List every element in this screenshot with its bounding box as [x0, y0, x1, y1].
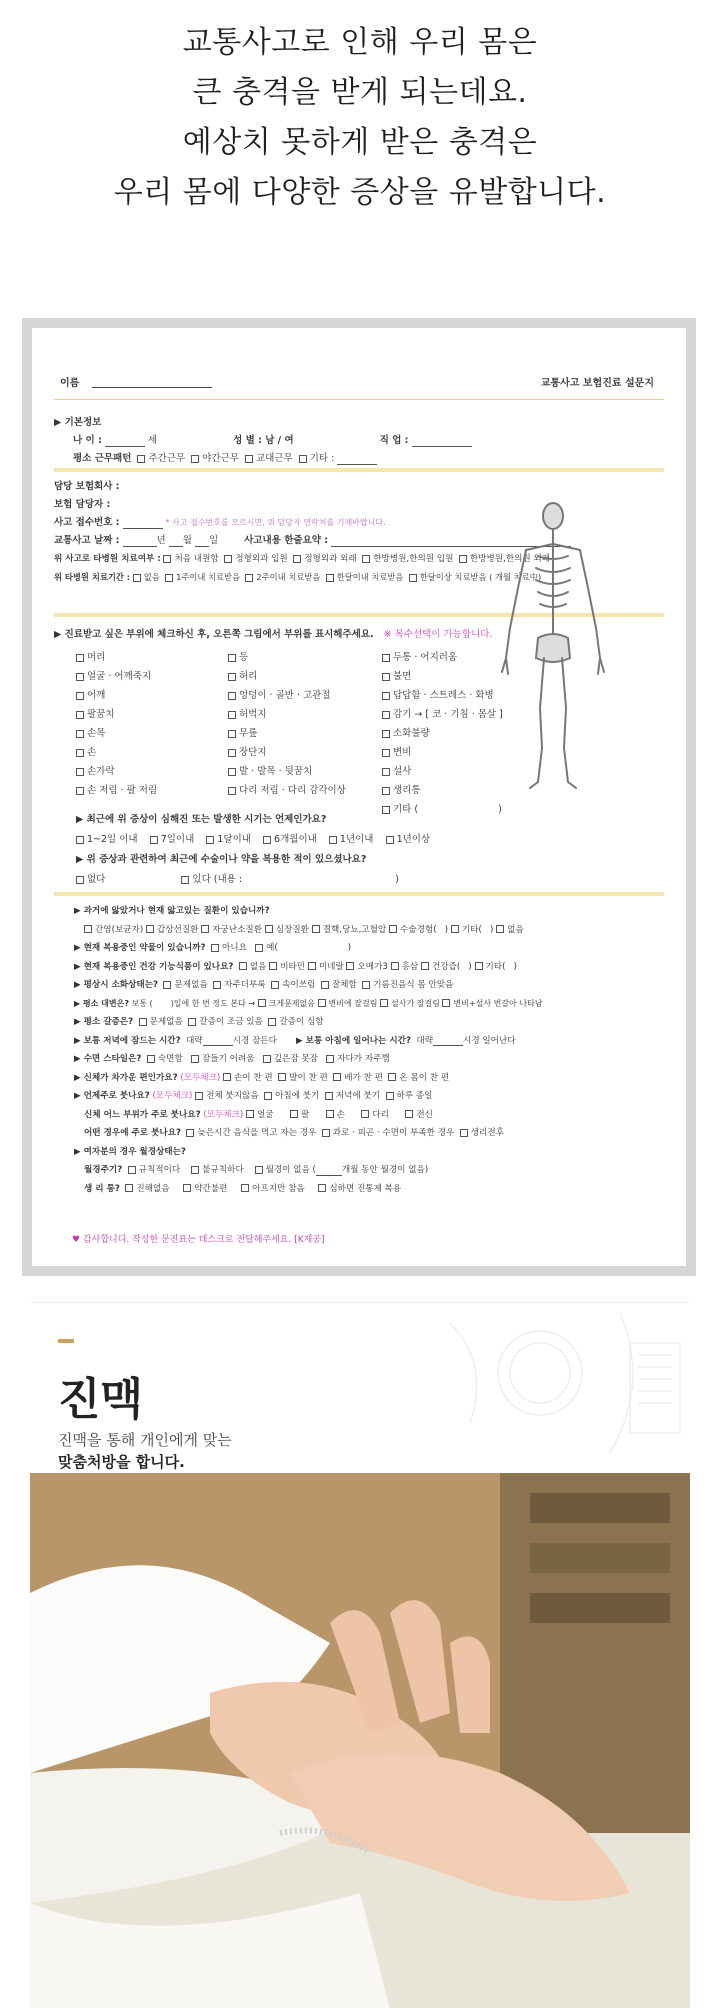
option-label: ) [513, 961, 518, 972]
option-label: 홍삼 [401, 961, 419, 972]
option-label: 온 몸이 찬 편 [399, 1072, 450, 1083]
insurance-company-label: 담당 보험회사 : [54, 481, 120, 492]
option-label: 변비에 잘걸림 [328, 998, 378, 1008]
insurance-manager-label: 보험 담당자 : [54, 499, 111, 510]
checkbox[interactable] [76, 876, 84, 884]
option-label: 1년이내 [339, 834, 374, 845]
option-label: 약간불편 [194, 1183, 228, 1194]
checkbox[interactable] [382, 654, 390, 662]
decorative-pattern [390, 1303, 690, 1473]
checkbox[interactable] [382, 673, 390, 681]
checkbox[interactable] [326, 1055, 334, 1063]
checkbox[interactable] [362, 555, 370, 563]
checkbox[interactable] [382, 730, 390, 738]
date-field [169, 535, 183, 547]
symptom-label: 불면 [393, 671, 412, 682]
body-parts-title: 진료받고 싶은 부위에 체크하신 후, 오른쪽 그림에서 부위를 표시해주세요. [64, 629, 374, 640]
treatment-period-label: 위 타병원 치료기간 : [54, 572, 131, 582]
checkbox[interactable] [290, 1110, 298, 1118]
body-part-label: 얼굴 · 어깨죽지 [87, 671, 152, 682]
date-field [195, 535, 209, 547]
name-label: 이름 [60, 378, 80, 389]
checkbox[interactable] [496, 925, 504, 933]
checkbox[interactable] [84, 925, 92, 933]
option-label: 갈증이 심함 [279, 1017, 324, 1027]
body-part-label: 손가락 [87, 766, 115, 777]
option-label: )일에 한 번 정도 본다 → [170, 998, 256, 1008]
checkbox[interactable] [139, 1018, 147, 1026]
checkbox[interactable] [76, 673, 84, 681]
checkbox[interactable] [312, 925, 320, 933]
body-part-label: 장단지 [239, 747, 267, 758]
option-label: 전체 붓지않음 [206, 1091, 259, 1101]
option-label: 비타민 [280, 961, 306, 972]
option-label: 과로 · 피곤 · 수면이 부족한 경우 [332, 1128, 455, 1138]
checkbox[interactable] [76, 711, 84, 719]
history-section: ▶ 과거에 앓았거나 현재 앓고있는 질환이 있습니까? 간염(보균자) 갑상선질환 자궁난소질환 심장질환 결핵,당뇨,고혈압 수술경험( ) 기타( ) 없음 ▶ 현재 복용중인 약물이 있습니까? 아니요 예( ) ▶ 현재 복용중인 건강 기능식품이 있나요? 없음 비타민 미네랄 오메가3 홍삼 건강즙( ) 기타( ) ▶ 평상시 소화상태는? 문제없음 자주더부룩 속이쓰림 잘체함 기름진음식 몸 안맞음 ▶ 평소 대변은? 보통 ( )일에 한 번 정도 본다 → 크게문제없음 변비에 잘걸림 설사가 잘걸림 변비+설사 번갈아 나타남 ▶ 평소 갈증은? 문제없음 갈증이 조금 있음 갈증이 심함 ▶ 보통 저녁에 잠드는 시간? 대략 시경 잠든다 ▶ 보통 아침에 일어나는 시간? 대략 시경 일어난다 ▶ 수면 스타일은? 숙면함 잠들기 어려움 깊은잠 못잠 자다가 자주깸 ▶ 신체가 차가운 편인가요? (모두체크) 손이 찬 편 발이 찬 편 배가 찬 편 온 몸이 찬 편 ▶ 언제주로 붓나요? (모두체크) 전체 붓지않음 아침에 붓기 저녁에 붓기 하루 종일 신체 어느 부위가 주로 붓나요? (모두체크) 얼굴 팔 손 다리 전신 어떤 경우에 주로 붓나요? 늦은시간 음식을 먹고 자는 경우 과로 · 피곤 · 수면이 부족한 경우 생리전후 ▶ 여자분의 경우 월경상태는? 월경주기? 규칙적이다 불규칙하다 월경이 없음 ( 개월 동안 월경이 없음) 생 리 통? 진해없음 약간불편 아프지만 참음 심하면 진통제 복용 [74, 906, 543, 1194]
option-label: 미네랄 [318, 961, 344, 972]
checkbox[interactable] [255, 944, 263, 952]
option-label: 불규칙하다 [202, 1165, 244, 1175]
symptom-label: 기타 ( [393, 804, 419, 815]
option-label: 심장질환 [275, 924, 309, 935]
symptom-label: 변비 [393, 747, 412, 758]
checkbox[interactable] [228, 787, 236, 795]
section-divider [54, 892, 664, 896]
body-part-label: 등 [239, 652, 249, 663]
symptom-label: 두통 · 어지러움 [393, 652, 458, 663]
symptom-label: 소화불량 [393, 728, 430, 739]
checkbox[interactable] [255, 1166, 263, 1174]
checkbox[interactable] [263, 836, 271, 844]
option-label: 없음 [507, 924, 524, 935]
checkbox[interactable] [322, 1129, 330, 1137]
checkbox[interactable] [181, 876, 189, 884]
option-label: 시경 일어난다 [463, 1035, 516, 1046]
basic-info-section: ▶ 기본정보 나 이 : 세 성 별 : 남 / 여 직 업 : 평소 근무패턴 주간근무 야간근무 교대근무 기타 : [54, 414, 664, 468]
hands-illustration [30, 1473, 690, 2008]
accident-date-label: 교통사고 날짜 : [54, 535, 120, 546]
option-label: 예( [266, 943, 278, 953]
jinmaek-subtitle-1: 진맥을 통해 개인에게 맞는 [58, 1431, 232, 1449]
symptom-label-end: ) [498, 804, 502, 815]
checkbox[interactable] [146, 925, 154, 933]
checkbox[interactable] [228, 768, 236, 776]
history-question: 여자분의 경우 월경상태는? [83, 1146, 186, 1157]
option-label: 심하면 진통제 복용 [329, 1183, 402, 1194]
checkbox[interactable] [228, 711, 236, 719]
option-label: 늦은시간 음식을 먹고 자는 경우 [197, 1128, 317, 1138]
history-question: 과거에 앓았거나 현재 앓고있는 질환이 있습니까? [83, 906, 270, 916]
jinmaek-title: 진맥 [58, 1374, 144, 1425]
checkbox[interactable] [245, 574, 253, 582]
option-label: 없음 [143, 572, 160, 582]
checkbox[interactable] [421, 962, 429, 970]
body-part-label: 발 · 발목 · 뒷꿈치 [239, 766, 313, 777]
checkbox[interactable] [382, 749, 390, 757]
checkbox[interactable] [206, 836, 214, 844]
option-label: 1~2일 이내 [87, 834, 138, 845]
section-divider [54, 468, 664, 472]
option-label: 아프지만 참음 [252, 1183, 305, 1194]
option-label: 규칙적이다 [138, 1165, 181, 1175]
option-label: 6개월이내 [274, 834, 317, 845]
option-label: 깊은잠 못잠 [273, 1054, 318, 1064]
history-question: 언제주로 붓나요? [83, 1091, 150, 1101]
option-label: 하루 종일 [396, 1091, 433, 1101]
history-question: 어떤 경우에 주로 붓나요? [84, 1128, 181, 1138]
checkbox[interactable] [451, 925, 459, 933]
option-label: 크게문제없음 [268, 998, 315, 1008]
history-question: 현재 복용중인 건강 기능식품이 있나요? [83, 961, 234, 972]
option-label: 월경이 없음 ( [265, 1165, 316, 1175]
option-label: 문제없음 [174, 980, 208, 990]
form-lower: ▶ 최근에 위 증상이 심해진 또는 발생한 시기는 언제인가요? 1~2일 이내 7일이내 1달이내 6개월이내 1년이내 1년이상 ▶ 위 증상과 관련하여 최근에 수술이나 약을 복용한 적이 있으셨나요? 없다 있다 (내용 : ) [76, 814, 431, 885]
symptom-label: 생리통 [393, 785, 421, 796]
option-label-end: ) [395, 874, 399, 885]
option-label: 있다 (내용 : [192, 874, 243, 885]
form-footer-note: ♥ 감사합니다. 작성한 문진표는 데스크로 전달해주세요. [K제공] [72, 1235, 325, 1245]
option-label: 1달이내 [217, 834, 251, 845]
checkbox[interactable] [228, 654, 236, 662]
option-label: 손 [336, 1109, 345, 1120]
option-label: 결핵,당뇨,고혈압 [322, 924, 387, 935]
checkbox[interactable] [201, 925, 209, 933]
job-field [412, 435, 472, 447]
checkbox[interactable] [380, 999, 388, 1007]
intro-line: 예상치 못하게 받은 충격은 [182, 125, 538, 160]
option-label: 한달이상 치료받음 ( [419, 572, 493, 582]
body-part-label: 허벅지 [239, 709, 267, 720]
checkbox[interactable] [147, 1055, 155, 1063]
option-label: 수술경험( [400, 924, 437, 935]
basic-info-title: 기본정보 [64, 417, 102, 428]
checkbox[interactable] [329, 836, 337, 844]
option-label: 속이쓰림 [282, 980, 316, 990]
intro-line: 교통사고로 인해 우리 몸은 [182, 25, 538, 60]
option-label: 전신 [416, 1109, 433, 1120]
body-part-label: 손목 [87, 728, 106, 739]
age-field [105, 435, 145, 447]
accident-number-field [123, 517, 163, 529]
checkbox[interactable] [268, 1018, 276, 1026]
age-label: 나 이 : [73, 435, 102, 446]
date-field [123, 535, 157, 547]
checkbox[interactable] [321, 981, 329, 989]
checkbox[interactable] [76, 768, 84, 776]
checkbox[interactable] [293, 555, 301, 563]
jinmaek-section [30, 1302, 690, 2008]
title-accent-bar [58, 1339, 74, 1343]
checkbox[interactable] [224, 555, 232, 563]
option-label: 1주이내 치료받음 [176, 572, 241, 582]
checkbox[interactable] [326, 1110, 334, 1118]
checkbox[interactable] [186, 1129, 194, 1137]
sleep-time-field [203, 1034, 233, 1046]
option-label: 간염(보균자) [95, 924, 144, 935]
checkbox[interactable] [299, 455, 307, 463]
history-question: 현재 복용중인 약물이 있습니까? [83, 943, 206, 953]
option-label: 야간근무 [202, 453, 239, 464]
option-label: 1년이상 [396, 834, 431, 845]
checkbox[interactable] [325, 1092, 333, 1100]
option-label: 저녁에 붓기 [335, 1091, 381, 1101]
history-question: 신체 어느 부위가 주로 붓나요? [84, 1109, 201, 1120]
body-part-label: 팔꿈치 [87, 709, 115, 720]
checkbox[interactable] [361, 1110, 369, 1118]
date-unit: 월 [182, 535, 192, 546]
body-part-label: 어깨 [87, 690, 106, 701]
option-label: 한달이내 치료받음 [336, 572, 404, 582]
checkbox[interactable] [125, 1184, 133, 1192]
intro-text [0, 18, 720, 218]
body-part-label: 머리 [87, 652, 106, 663]
checkbox[interactable] [163, 555, 171, 563]
option-label: ) [444, 924, 449, 935]
accident-number-label: 사고 접수번호 : [54, 517, 120, 528]
checkbox[interactable] [191, 1166, 199, 1174]
option-label: 팔 [300, 1109, 310, 1120]
history-question: 평소 갈증은? [83, 1017, 134, 1027]
checkbox[interactable] [76, 836, 84, 844]
checkbox[interactable] [308, 962, 316, 970]
body-parts-col-2 [228, 648, 398, 800]
checkbox[interactable] [326, 574, 334, 582]
option-label: 얼굴 [256, 1109, 274, 1120]
option-label: 시경 잠든다 [232, 1035, 277, 1046]
body-part-label: 엉덩이 · 골반 · 고관절 [239, 690, 331, 701]
date-unit: 년 [156, 535, 166, 546]
option-label: 잘체함 [331, 980, 357, 990]
checkbox[interactable] [191, 1055, 199, 1063]
checkbox[interactable] [362, 981, 370, 989]
checkbox[interactable] [183, 1184, 191, 1192]
checkbox[interactable] [382, 711, 390, 719]
option-label: 아니요 [221, 943, 247, 953]
prior-treatment-label: 위 사고로 타병원 치료여부 : [54, 554, 161, 564]
body-part-label: 다리 저림 · 다리 감각이상 [239, 785, 346, 796]
option-label: 기타 : [309, 453, 335, 464]
checkbox[interactable] [246, 1110, 254, 1118]
onset-title: 최근에 위 증상이 심해진 또는 발생한 시기는 언제인가요? [86, 814, 327, 825]
checkbox[interactable] [391, 962, 399, 970]
checkbox[interactable] [386, 836, 394, 844]
accident-summary-label: 사고내용 한줄요약 : [244, 535, 329, 546]
option-label: 처음 내원함 [174, 554, 219, 564]
intro-line: 큰 충격을 받게 되는데요. [192, 75, 528, 110]
option-label: 다리 [372, 1109, 389, 1120]
checkbox[interactable] [76, 730, 84, 738]
body-parts-section: ▶ 진료받고 싶은 부위에 체크하신 후, 오른쪽 그림에서 부위를 표시해주세요. ※ 복수선택이 가능합니다. [54, 629, 493, 640]
history-question: 보통 아침에 일어나는 시간? [305, 1035, 411, 1046]
option-label: 오메가3 [357, 961, 388, 972]
checkbox[interactable] [191, 455, 199, 463]
option-label: 배가 찬 편 [344, 1072, 383, 1083]
option-label: 자다가 자주깸 [337, 1054, 390, 1064]
option-label: 한방병원,한의원 입원 [373, 554, 454, 564]
checkbox[interactable] [258, 999, 266, 1007]
checkbox[interactable] [386, 1092, 394, 1100]
option-label: 숙면함 [157, 1054, 183, 1064]
checkbox[interactable] [76, 654, 84, 662]
checkbox[interactable] [213, 981, 221, 989]
checkbox[interactable] [128, 1166, 136, 1174]
checkbox[interactable] [228, 749, 236, 757]
checkbox[interactable] [150, 836, 158, 844]
history-question: 평상시 소화상태는? [83, 980, 158, 990]
option-label: ) [490, 924, 494, 935]
checkbox[interactable] [137, 455, 145, 463]
option-label: 갈증이 조금 있음 [199, 1017, 263, 1027]
option-label: 주간근무 [148, 453, 186, 464]
symptom-label: 설사 [393, 766, 412, 777]
option-label: 설사가 잘걸림 [391, 998, 440, 1008]
jinmaek-subtitle-2: 맞춤처방을 합니다. [58, 1453, 185, 1471]
option-label: 대략 [416, 1035, 434, 1046]
checkbox[interactable] [333, 1073, 341, 1081]
checkbox[interactable] [271, 981, 279, 989]
option-label: 발이 찬 편 [289, 1072, 328, 1083]
option-label: 갑상선질환 [156, 924, 199, 935]
checkbox[interactable] [76, 749, 84, 757]
checkbox[interactable] [318, 1184, 326, 1192]
months-field [316, 1164, 342, 1176]
history-question: 수면 스타일은? [83, 1054, 142, 1064]
body-part-label: 허리 [239, 671, 258, 682]
skeleton-diagram[interactable] [478, 498, 628, 794]
option-label: 손이 찬 편 [234, 1072, 273, 1083]
checkbox[interactable] [228, 673, 236, 681]
multi-check-note: (모두체크) [203, 1109, 244, 1120]
intro-line: 우리 몸에 다양한 증상을 유발합니다. [113, 175, 607, 210]
date-unit: 일 [208, 535, 219, 546]
checkbox[interactable] [264, 1092, 272, 1100]
checkbox[interactable] [239, 962, 247, 970]
option-label: 정형외과 입원 [235, 554, 288, 564]
option-label: 생리전후 [470, 1128, 504, 1138]
checkbox[interactable] [442, 999, 450, 1007]
option-label: 정형외과 외래 [304, 554, 357, 564]
history-question: 평소 대변은? [82, 998, 130, 1008]
form-title: 교통사고 보험진료 설문지 [540, 378, 654, 389]
option-label: 2주이내 치료받음 [256, 572, 321, 582]
checkbox[interactable] [318, 999, 326, 1007]
option-label: 아침에 붓기 [275, 1091, 320, 1101]
history-question: 생 리 통? [84, 1183, 120, 1194]
checkbox[interactable] [389, 925, 397, 933]
checkbox[interactable] [382, 692, 390, 700]
checkbox[interactable] [346, 962, 354, 970]
option-label: 변비+설사 번갈아 나타남 [453, 998, 543, 1008]
checkbox[interactable] [76, 787, 84, 795]
option-label: 기름진음식 몸 안맞음 [373, 980, 454, 990]
option-label: 7일이내 [160, 834, 195, 845]
option-label: 없음 [249, 961, 267, 972]
checkbox[interactable] [223, 1073, 231, 1081]
option-label: 잠들기 어려움 [201, 1054, 255, 1064]
option-label: 건강즙( [431, 961, 461, 972]
checkbox[interactable] [405, 1110, 413, 1118]
option-label: ) [347, 943, 352, 953]
body-part-label: 손 [87, 747, 97, 758]
checkbox[interactable] [382, 787, 390, 795]
history-question: 월경주기? [84, 1165, 123, 1175]
checkbox[interactable] [460, 1129, 468, 1137]
pulse-diagnosis-photo [30, 1473, 690, 2008]
checkbox[interactable] [76, 692, 84, 700]
checkbox[interactable] [263, 1055, 271, 1063]
checkbox[interactable] [241, 1184, 249, 1192]
checkbox[interactable] [269, 962, 277, 970]
symptom-label: 감기 → [ 코 · 기침 · 몸살 ] [393, 709, 503, 720]
name-field-line [92, 387, 212, 388]
checkbox[interactable] [409, 574, 417, 582]
history-question: 보통 저녁에 잠드는 시간? [83, 1035, 181, 1046]
body-part-label: 손 저림 · 팔 저림 [87, 785, 158, 796]
checkbox[interactable] [388, 1073, 396, 1081]
option-label: 기타( [461, 924, 482, 935]
checkbox[interactable] [382, 768, 390, 776]
option-label: 개월 동안 월경이 없음) [341, 1165, 429, 1175]
checkbox[interactable] [228, 692, 236, 700]
option-label: ) [468, 961, 472, 972]
history-question: 신체가 차가운 편인가요? [83, 1072, 178, 1083]
option-label: 진해없음 [136, 1183, 170, 1194]
work-pattern-label: 평소 근무패턴 [73, 453, 132, 464]
age-unit: 세 [147, 435, 158, 446]
multi-select-note: ※ 복수선택이 가능합니다. [383, 629, 493, 640]
checkbox[interactable] [133, 574, 141, 582]
surgery-title: 위 증상과 관련하여 최근에 수술이나 약을 복용한 적이 있으셨나요? [86, 854, 367, 865]
form-header [54, 356, 664, 400]
multi-check-note: (모두체크) [152, 1091, 193, 1101]
option-label: 개월 치료中) [495, 572, 542, 582]
option-label: 없다 [87, 874, 106, 885]
option-label: 교대근무 [255, 453, 293, 464]
body-part-label: 무릎 [239, 728, 258, 739]
checkbox[interactable] [475, 962, 483, 970]
checkbox[interactable] [165, 574, 173, 582]
option-label: 자궁난소질환 [212, 924, 263, 935]
option-label: 문제없음 [149, 1017, 183, 1027]
symptom-label: 답답함 · 스트레스 · 화병 [393, 690, 494, 701]
checkbox[interactable] [265, 925, 273, 933]
option-label: 보통 ( [131, 998, 153, 1008]
work-other-field [337, 453, 377, 465]
multi-check-note: (모두체크) [180, 1072, 221, 1083]
option-label: 한방병원,한의원 외래 [469, 554, 551, 564]
checkbox[interactable] [163, 981, 171, 989]
accident-number-hint: * 사고 접수번호를 모르시면, 위 담당자 연락처를 기재바랍니다. [165, 518, 386, 527]
checkbox[interactable] [211, 944, 219, 952]
checkbox[interactable] [245, 455, 253, 463]
option-label: 기타( [485, 961, 506, 972]
sex-label: 성 별 : 남 / 여 [233, 435, 294, 446]
option-label: 자주더부룩 [224, 980, 266, 990]
checkbox[interactable] [195, 1092, 203, 1100]
checkbox[interactable] [278, 1073, 286, 1081]
wake-time-field [433, 1034, 463, 1046]
checkbox[interactable] [188, 1018, 196, 1026]
checkbox[interactable] [228, 730, 236, 738]
checkbox[interactable] [459, 555, 467, 563]
option-label: 대략 [186, 1035, 203, 1046]
job-label: 직 업 : [379, 435, 409, 446]
